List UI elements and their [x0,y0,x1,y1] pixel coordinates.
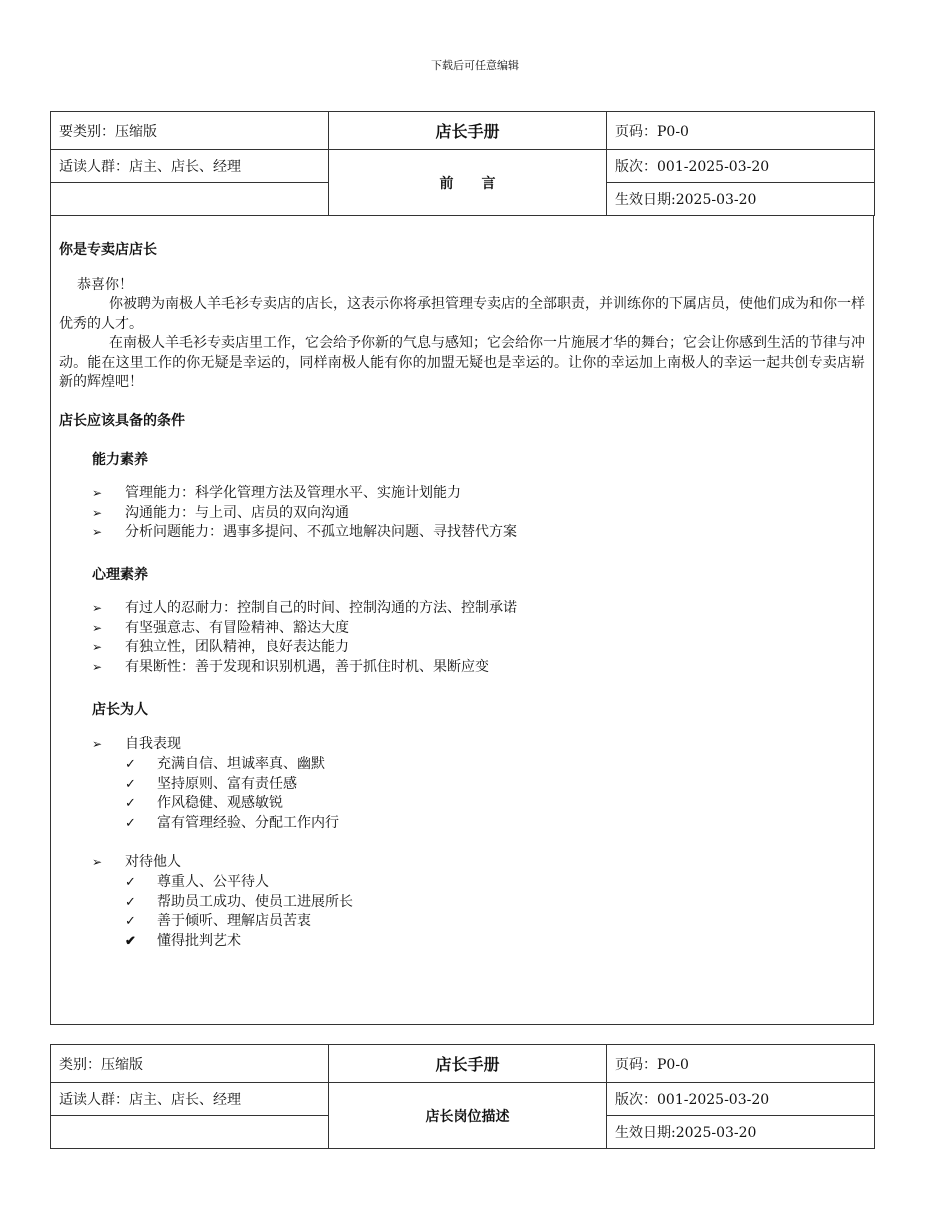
arrow-bullet-icon: ➢ [92,620,103,635]
list-item: ➢ 对待他人 [92,853,852,873]
check-bullet-icon: ✓ [125,914,136,930]
top-note: 下载后可任意编辑 [431,59,519,72]
section-title: 前 言 [329,150,607,216]
list-item: ➢ 有果断性：善于发现和识别机遇，善于抓住时机、果断应变 [92,658,852,678]
self-label-list [92,735,852,755]
content-box [50,216,874,1025]
page-number-cell: 页码：P0-0 [607,112,875,150]
list-item: ➢ 管理能力：科学化管理方法及管理水平、实施计划能力 [92,484,852,504]
page-number-cell: 页码：P0-0 [607,1045,875,1083]
arrow-bullet-icon: ➢ [92,601,103,615]
category-cell: 类别：压缩版 [51,1045,329,1083]
paragraph-2: 在南极人羊毛衫专卖店里工作，它会给予你新的气息与感知；它会给你一片施展才华的舞台；它会让你感到生活的节律与冲动。能在这里工作的你无疑是幸运的，同样南极人能有你的加盟无疑也是幸运的。让你的幸运加上南极人的幸运一起共创专卖店崭新的辉煌吧！ [59,335,865,390]
list-item: ✓ 作风稳健、观感敏锐 [125,794,825,814]
self-items-list [125,755,825,833]
heading-store-manager: 你是专卖店店长 [59,242,157,258]
list-item: ➢ 有坚强意志、有冒险精神、豁达大度 [92,619,852,639]
greeting: 恭喜你！ [77,277,133,293]
others-label-list [92,853,852,873]
subheading-psych: 心理素养 [92,567,148,583]
effective-date-cell: 生效日期:2025-03-20 [607,183,875,216]
arrow-bullet-icon: ➢ [92,525,103,540]
version-cell: 版次：001-2025-03-20 [607,150,875,183]
list-item: ➢ 自我表现 [92,735,852,755]
list-item: ➢ 有过人的忍耐力：控制自己的时间、控制沟通的方法、控制承诺 [92,599,852,619]
arrow-bullet-icon: ➢ [92,505,103,520]
header-table-1 [50,111,875,216]
effective-date-cell: 生效日期:2025-03-20 [607,1116,875,1149]
check-bullet-icon: ✓ [125,757,136,772]
category-cell: 要类别：压缩版 [51,112,329,150]
header-table-2 [50,1044,875,1149]
audience-cell: 适读人群：店主、店长、经理 [51,150,329,183]
list-item: ✓ 富有管理经验、分配工作内行 [125,814,825,834]
list-item: ✔ 懂得批判艺术 [125,932,825,952]
list-item: ✓ 充满自信、坦诚率真、幽默 [125,755,825,775]
subheading-ability: 能力素养 [92,452,148,468]
audience-cell: 适读人群：店主、店长、经理 [51,1083,329,1116]
list-item: ✓ 尊重人、公平待人 [125,873,825,893]
list-item: ➢ 有独立性，团队精神，良好表达能力 [92,638,852,658]
check-bullet-icon: ✓ [125,894,136,910]
version-cell: 版次：001-2025-03-20 [607,1083,875,1116]
arrow-bullet-icon: ➢ [92,659,103,674]
list-item: ➢ 分析问题能力：遇事多提问、不孤立地解决问题、寻找替代方案 [92,523,852,543]
psych-list [92,599,852,677]
list-item: ✓ 坚持原则、富有责任感 [125,775,825,795]
empty-cell [51,1116,329,1149]
check-bullet-icon: ✔ [125,933,136,949]
check-bullet-icon: ✓ [125,776,136,792]
manual-title: 店长手册 [329,1045,607,1083]
empty-cell [51,183,329,216]
paragraph-1: 你被聘为南极人羊毛衫专卖店的店长，这表示你将承担管理专卖店的全部职责，并训练你的下属店员，使他们成为和你一样优秀的人才。 [59,296,865,332]
arrow-bullet-icon: ➢ [92,486,103,500]
arrow-bullet-icon: ➢ [92,737,103,751]
ability-list [92,484,852,543]
arrow-bullet-icon: ➢ [92,640,103,655]
check-bullet-icon: ✓ [125,796,136,812]
check-bullet-icon: ✓ [125,815,136,831]
check-bullet-icon: ✓ [125,875,136,890]
manual-title: 店长手册 [329,112,607,150]
arrow-bullet-icon: ➢ [92,855,103,869]
subheading-person: 店长为人 [92,702,148,718]
list-item: ✓ 善于倾听、理解店员苦衷 [125,912,825,932]
heading-requirements: 店长应该具备的条件 [59,413,185,429]
others-items-list [125,873,825,951]
list-item: ➢ 沟通能力：与上司、店员的双向沟通 [92,504,852,524]
list-item: ✓ 帮助员工成功、使员工进展所长 [125,893,825,913]
section-title: 店长岗位描述 [329,1083,607,1149]
